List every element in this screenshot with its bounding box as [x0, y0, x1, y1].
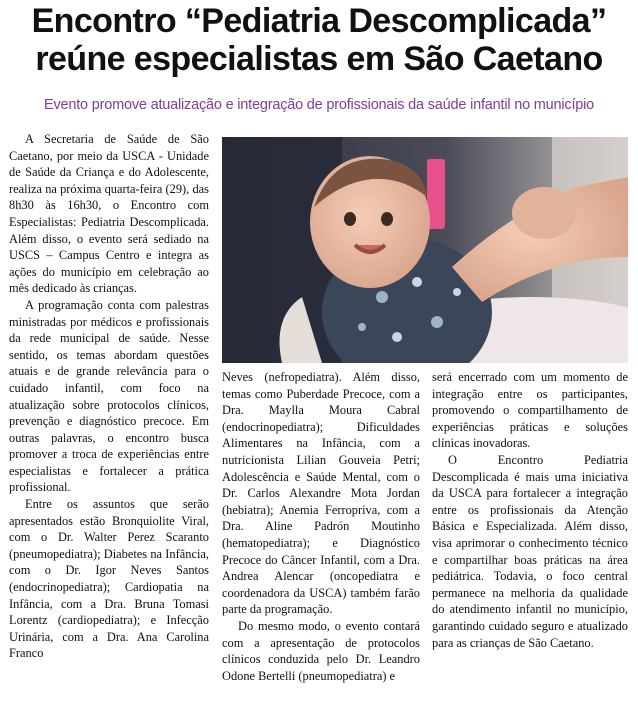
headline-line-1: Encontro “Pediatria Descomplicada”	[31, 2, 607, 40]
article-column-1	[9, 131, 209, 662]
paragraph: Do mesmo modo, o evento contará com a apresentação de protocolos clínicos conduzida pelo Dr. Leandro Odone Bertelli (pneumopediatra) e	[222, 618, 420, 683]
paragraph: A Secretaria de Saúde de São Caetano, por meio da USCA - Unidade de Saúde da Criança e do Adolescente, realiza na próxima quarta-feira (29), das 8h30 às 16h30, o Encontro com Especialistas: Pediatria Descomplicada. Além disso, o evento será sediado na USCS – Campus Centro e integra as ações do município em celebração ao mês dedicado às crianças.	[9, 132, 209, 296]
article-photo	[222, 137, 628, 363]
paragraph: Neves (nefropediatra). Além disso, temas como Puberdade Precoce, com a Dra. Maylla Moura Cabral (endocrinopediatra); Dificuldades Alimentares na Infância, com a nutricionista Lilian Gouveia Petri; Adolescência e Saúde Mental, com o Dr. Carlos Alexandre Mota Jordan (hebiatra); Anemia Ferropriva, com a Dra. Aline Padrón Moutinho (hematopediatra); e Diagnóstico Precoce do Câncer Infantil, com a Dra. Andrea Alencar (oncopediatra e coordenadora da USCA) também farão parte da programação.	[222, 370, 420, 617]
paragraph: O Encontro Pediatria Descomplicada é mais uma iniciativa da USCA para fortalecer a integração entre os profissionais da Atenção Básica e Especializada. Além disso, visa aprimorar o conhecimento técnico e compartilhar boas práticas na área pediátrica. Todavia, o foco central permanece na melhoria da qualidade do atendimento infantil no município, garantindo cuidado seguro e atualizado para as crianças de São Caetano.	[432, 452, 628, 650]
paragraph: Entre os assuntos que serão apresentados estão Bronquiolite Viral, com o Dr. Walter Perez Scaranto (pneumopediatra); Diabetes na Infância, com o Dr. Igor Neves Santos (endocrinopediatra); Cardiopatia na Infância, com a Dra. Bruna Tomasi Lorentz (cardiopediatra); e Infecção Urinária, com a Dra. Ana Carolina Franco	[9, 497, 209, 661]
paragraph: será encerrado com um momento de integração entre os participantes, promovendo o compartilhamento de experiências práticas e soluções clínicas inovadoras.	[432, 370, 628, 451]
headline-line-2: reúne especialistas em São Caetano	[35, 40, 603, 78]
headline	[0, 2, 638, 78]
baby-photo-illustration	[222, 137, 628, 363]
article-column-2	[222, 369, 420, 684]
subheadline: Evento promove atualização e integração de profissionais da saúde infantil no município	[43, 97, 595, 113]
article-column-3	[432, 369, 628, 651]
paragraph: A programação conta com palestras ministradas por médicos e profissionais da rede municipal de saúde. Nesse sentido, os temas abordam questões atuais e de grande relevância para o cuidado infantil, com foco na atualização sobre protocolos clínicos, prevenção e diagnóstico precoce. Em outras palavras, o encontro busca promover a troca de experiências entre especialistas e fortalecer a prática profissional.	[9, 297, 209, 495]
